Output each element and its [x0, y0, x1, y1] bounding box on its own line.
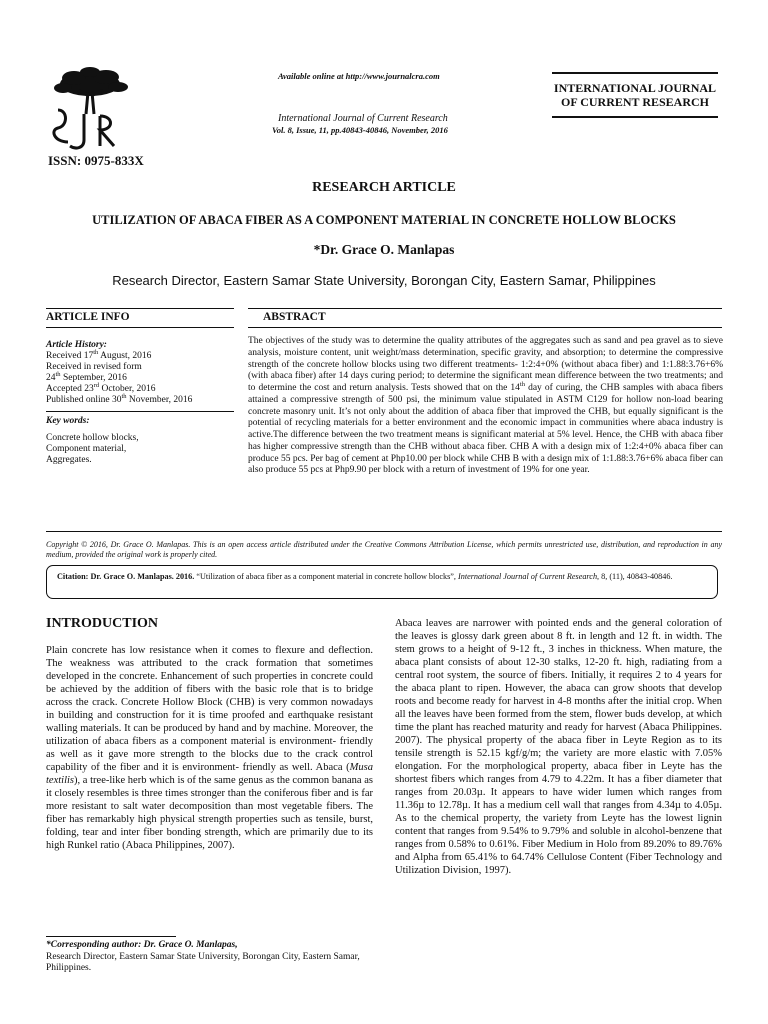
corresponding-author-footnote — [46, 940, 373, 975]
issn: ISSN: 0975-833X — [48, 153, 144, 168]
journal-title-rule — [552, 116, 718, 118]
keywords-label: Key words: — [46, 416, 90, 426]
journal-logo — [48, 66, 132, 152]
journal-name: International Journal of Current Research — [278, 113, 448, 124]
footnote-rule — [46, 936, 176, 937]
keyword: Component material, — [46, 444, 127, 454]
footnote-head: *Corresponding author: Dr. Grace O. Manlapas, — [46, 940, 238, 950]
journal-title-line-1: INTERNATIONAL JOURNAL — [553, 81, 717, 95]
journal-title-box — [552, 72, 718, 109]
intro-paragraph: Abaca leaves are narrower with pointed ends and the general coloration of the leaves is glossy dark green about 8 ft. in length and 12 ft. in width. The stem grows to a height of 9-12 ft., 3 inches in thickness. When mature, the abaca plant consists of about 12-30 stalks, 12-20 ft. high, radiating from a central root system, the source of fibers. Initially, it requires 2 to 4 years for the abaca plant to ripen. However, the abaca can grow shoots that develop roots and become ready for harvest in 4-8 months after the initial crop. When all the leaves have been formed from the stem, flower buds develop, at which time the plant has reached maturity and ready for harvest (Abaca Philippines. 2007). The physical property of the abaca fiber in Leyte Region as to its tensile strength is 52.15 kgf/g/m; the variety are more elastic with 7.05% elongation. For the morphological property, abaca fiber in Leyte has the shortest fibers which ranges from 4.79 to 4.22m. It has a fiber diameter that ranges from 20.03µ. It appears to have wider lumen which ranges from 11.36µ to 12.78µ. It has a medium cell wall that ranges from 4.34µ to 4.05µ. As to the chemical property, the variety from Leyte has the lowest lignin content that ranges from 9.54% to 9.79% and soluble in alcohol-benzene that ranges from 0.58% to 0.61%. Fiber Medium in Holo from 89.20% to 89.76% and Alpha from 65.41% to 64.74% Cellulose Content (Fiber Technology and Utilization Division, 1997). — [395, 618, 722, 876]
article-title: UTILIZATION OF ABACA FIBER AS A COMPONENT MATERIAL IN CONCRETE HOLLOW BLOCKS — [92, 213, 676, 227]
journal-volume: Vol. 8, Issue, 11, pp.40843-40846, November, 2016 — [272, 125, 448, 135]
abstract-heading: ABSTRACT — [263, 311, 326, 323]
copyright-notice: Copyright © 2016, Dr. Grace O. Manlapas. This is an open access article distributed under the Creative Commons Attribution License, which permits unrestricted use, distribution, and reproduction in any medium, provided the original work is properly cited. — [46, 540, 722, 559]
citation-box: Citation: Dr. Grace O. Manlapas. 2016. “Utilization of abaca fiber as a component material in concrete hollow blocks”, International Journal of Current Research, 8, (11), 40843-40846. — [46, 565, 718, 599]
divider — [46, 308, 234, 309]
author-affiliation: Research Director, Eastern Samar State University, Borongan City, Eastern Samar, Philippines — [112, 273, 656, 288]
divider — [248, 308, 722, 309]
intro-right-column — [395, 617, 722, 877]
tree-logo-icon — [48, 66, 132, 152]
article-info — [46, 328, 234, 466]
article-author: *Dr. Grace O. Manlapas — [313, 242, 455, 257]
accepted-date: Accepted 23rd October, 2016 — [46, 381, 156, 394]
footnote-body: Research Director, Eastern Samar State University, Borongan City, Eastern Samar, Philippines. — [46, 951, 360, 973]
published-date: Published online 30th November, 2016 — [46, 392, 193, 405]
article-type: RESEARCH ARTICLE — [312, 180, 456, 195]
availability-link[interactable]: Available online at http://www.journalcra.com — [278, 71, 440, 81]
intro-left-column — [46, 644, 373, 852]
divider — [248, 327, 722, 328]
keyword: Aggregates. — [46, 455, 92, 465]
introduction-heading: INTRODUCTION — [46, 616, 159, 631]
intro-paragraph: Plain concrete has low resistance when it comes to flexure and deflection. The weakness was attributed to the crack formation that sometimes developed in the concrete. Enhancement of such properties in concrete could be achieved by the addition of fibers with the basic role that is to bridge across the crack. Concrete Hollow Block (CHB) is very common nowadays in building and construction for it is time proofed and earthquake resistant walling materials. It can be produced by hand and by machine. Moreover, the utilization of abaca fibers as a component material is environment- friendly as well as it gave more strength to the blocks due to the crack control capability of the fiber and it is environment- friendly as well. Abaca (Musa textilis), a tree-like herb which is of the same genus as the common banana as it closely resembles is three times stronger than the coniferous fiber and is far more resistant to salt water decomposition than most vegetable fibers. The fiber has remarkably high physical strength properties such as tensile, burst, folding, tear and inter fiber bonding strength, which are primarily due to its high Runkel ratio (Abaca Philippines, 2007). — [46, 645, 373, 851]
received-date: Received 17th August, 2016 — [46, 348, 152, 361]
keyword: Concrete hollow blocks, — [46, 433, 139, 443]
revised-date: 24th September, 2016 — [46, 370, 127, 383]
divider — [46, 411, 234, 412]
journal-title-line-2: OF CURRENT RESEARCH — [560, 95, 710, 109]
revised-label: Received in revised form — [46, 362, 142, 372]
article-info-heading: ARTICLE INFO — [46, 311, 130, 323]
divider — [46, 531, 722, 532]
abstract-text: The objectives of the study was to determine the quality attributes of the aggregates such as sand and pea gravel as to sieve analysis, moisture content, unit weight/mass determination, specific gravity, and absorption; to determine the compressive strength of the concrete hollow blocks using two different treatments- 1:2:4+0% (without abaca fiber) and 1:1.88:3.76+6% (with abaca fiber) after 14 days curing period; to determine the significant mean difference between the two treatments; and to determine the cost and return analysis. Tests showed that on the 14th day of curing, the CHB samples with abaca fibers attained a compressive strength of 500 psi, the minimum value stipulated in ASTM C129 for hollow non-load bearing concrete masonry unit. It’s not only about the addition of abaca fiber that improved the CHB, but equally significant is the potential of recycling materials for a better environment and the economic impact in communities where abaca industry is active.The difference between the two treatment means is significant material at 5% level. Hence, the CHB with abaca fiber has higher compressive strength than the CHB without abaca fiber. CHB A with a design mix of 1:2:4+0% abaca fiber can produce 55 pcs. Per bag of cement at Php10.00 per block while CHB B with a design mix of 1:1.88:3.76+6% abaca fiber can also produce 55 pcs at Php9.90 per block with a return of investment of 19% for one year. — [248, 336, 723, 476]
history-label: Article History: — [46, 340, 107, 350]
